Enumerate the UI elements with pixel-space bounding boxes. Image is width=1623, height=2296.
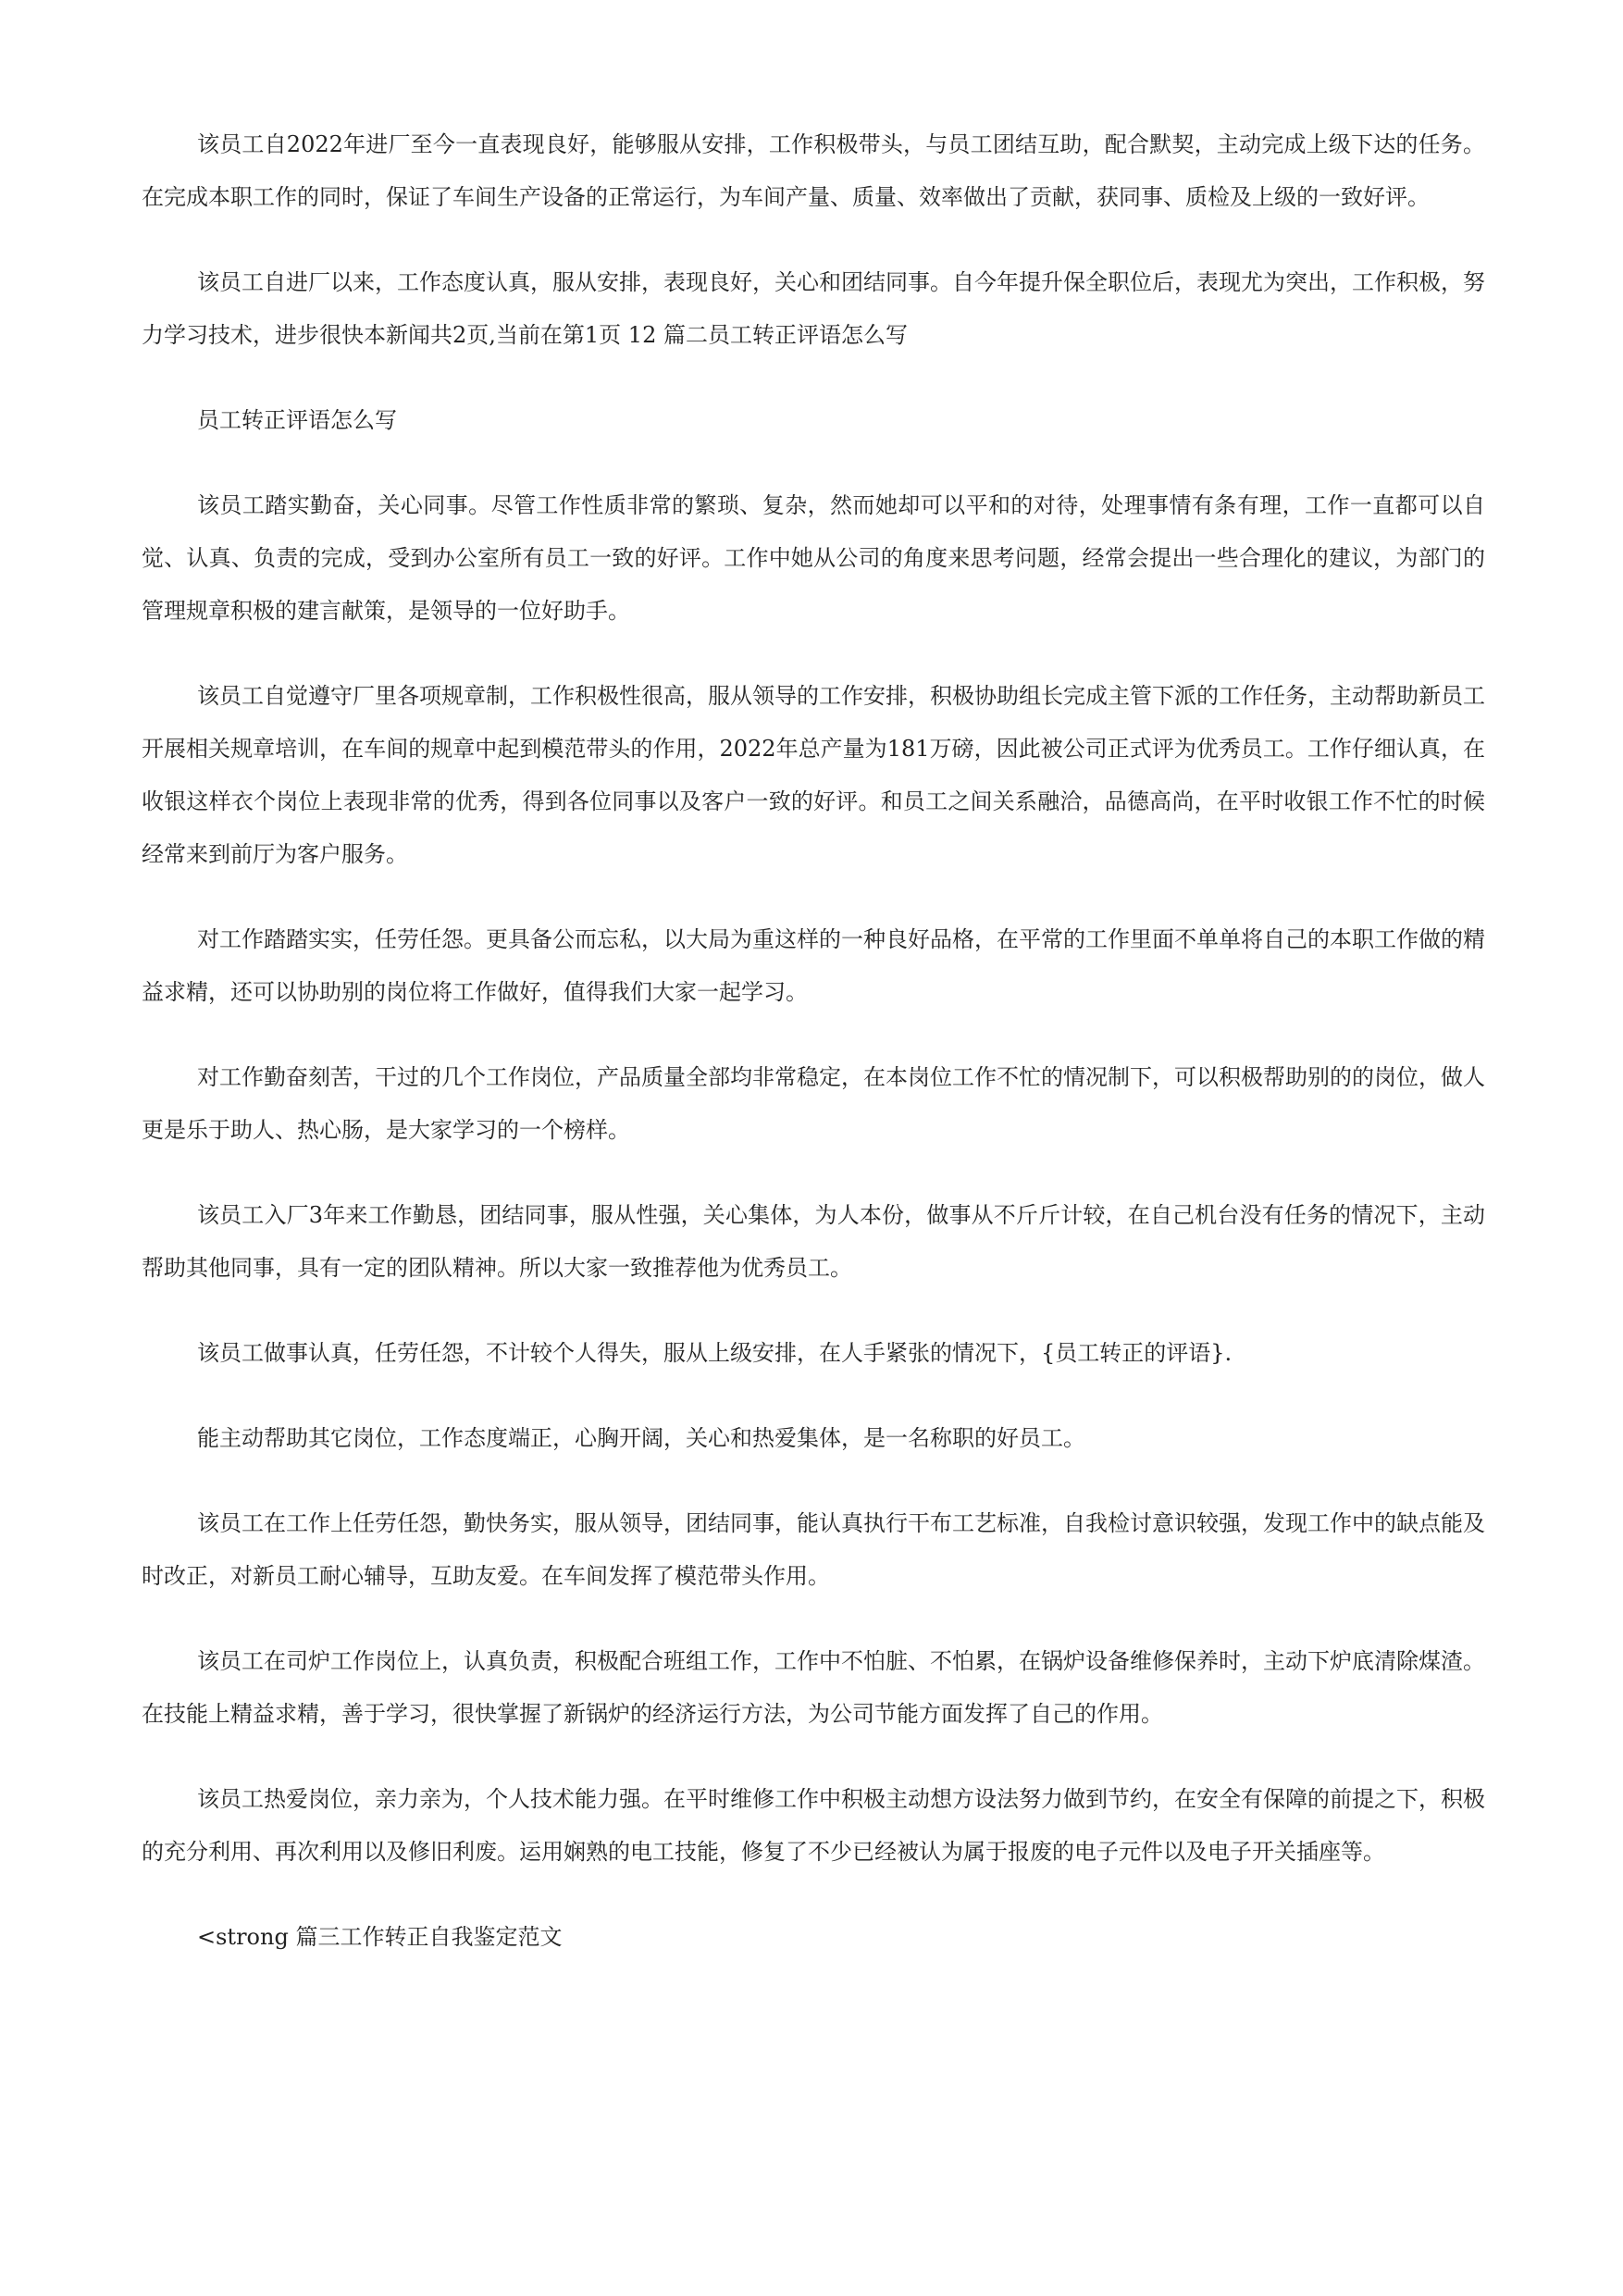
paragraph: 该员工踏实勤奋，关心同事。尽管工作性质非常的繁琐、复杂，然而她却可以平和的对待，处理事情有条有理，工作一直都可以自觉、认真、负责的完成，受到办公室所有员工一致的好评。工作中她从公司的角度来思考问题，经常会提出一些合理化的建议，为部门的管理规章积极的建言献策，是领导的一位好助手。 — [142, 492, 1485, 624]
paragraph: 该员工入厂3年来工作勤恳，团结同事，服从性强，关心集体，为人本份，做事从不斤斤计较，在自己机台没有任务的情况下，主动帮助其他同事，具有一定的团队精神。所以大家一致推荐他为优秀员工。 — [142, 1202, 1485, 1281]
paragraph: 该员工自进厂以来，工作态度认真，服从安排，表现良好，关心和团结同事。自今年提升保全职位后，表现尤为突出，工作积极，努力学习技术，进步很快本新闻共2页,当前在第1页 12 篇二员工转正评语怎么写 — [142, 269, 1485, 348]
paragraph: 该员工热爱岗位，亲力亲为，个人技术能力强。在平时维修工作中积极主动想方设法努力做到节约，在安全有保障的前提之下，积极的充分利用、再次利用以及修旧利废。运用娴熟的电工技能，修复了不少已经被认为属于报废的电子元件以及电子开关插座等。 — [142, 1786, 1485, 1865]
section-heading: 员工转正评语怎么写 — [197, 407, 397, 433]
paragraph: 该员工自2022年进厂至今一直表现良好，能够服从安排，工作积极带头，与员工团结互助，配合默契，主动完成上级下达的任务。在完成本职工作的同时，保证了车间生产设备的正常运行，为车间产量、质量、效率做出了贡献，获同事、质检及上级的一致好评。 — [142, 131, 1485, 210]
paragraph: 对工作勤奋刻苦，干过的几个工作岗位，产品质量全部均非常稳定，在本岗位工作不忙的情况制下，可以积极帮助别的的岗位，做人更是乐于助人、热心肠，是大家学习的一个榜样。 — [142, 1064, 1485, 1143]
document-body — [142, 118, 1485, 1996]
paragraph: 对工作踏踏实实，任劳任怨。更具备公而忘私，以大局为重这样的一种良好品格，在平常的工作里面不单单将自己的本职工作做的精益求精，还可以协助别的岗位将工作做好，值得我们大家一起学习。 — [142, 926, 1485, 1005]
paragraph: 该员工在司炉工作岗位上，认真负责，积极配合班组工作，工作中不怕脏、不怕累，在锅炉设备维修保养时，主动下炉底清除煤渣。在技能上精益求精，善于学习，很快掌握了新锅炉的经济运行方法，为公司节能方面发挥了自己的作用。 — [142, 1648, 1485, 1727]
paragraph: 能主动帮助其它岗位，工作态度端正，心胸开阔，关心和热爱集体，是一名称职的好员工。 — [197, 1425, 1085, 1451]
section-heading: <strong 篇三工作转正自我鉴定范文 — [197, 1924, 563, 1950]
paragraph: 该员工做事认真，任劳任怨，不计较个人得失，服从上级安排，在人手紧张的情况下，{员工转正的评语}. — [197, 1340, 1233, 1366]
paragraph: 该员工自觉遵守厂里各项规章制，工作积极性很高，服从领导的工作安排，积极协助组长完成主管下派的工作任务，主动帮助新员工开展相关规章培训，在车间的规章中起到模范带头的作用，2022年总产量为181万磅，因此被公司正式评为优秀员工。工作仔细认真，在收银这样衣个岗位上表现非常的优秀，得到各位同事以及客户一致的好评。和员工之间关系融洽，品德高尚，在平时收银工作不忙的时候经常来到前厅为客户服务。 — [142, 683, 1485, 867]
paragraph: 该员工在工作上任劳任怨，勤快务实，服从领导，团结同事，能认真执行干布工艺标准，自我检讨意识较强，发现工作中的缺点能及时改正，对新员工耐心辅导，互助友爱。在车间发挥了模范带头作用。 — [142, 1510, 1485, 1589]
